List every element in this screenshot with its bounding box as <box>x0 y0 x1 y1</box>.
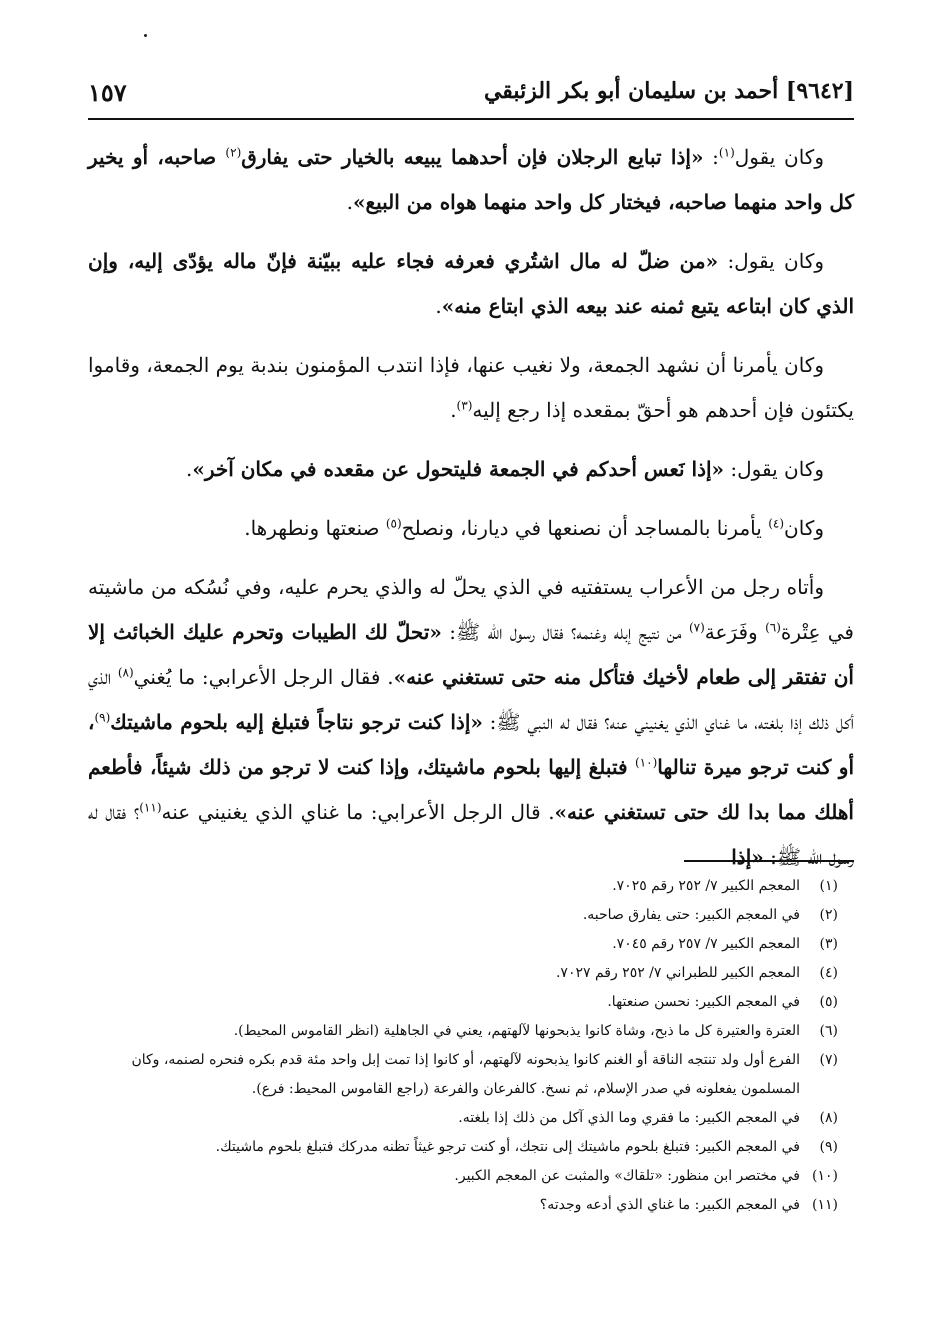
main-text <box>88 135 854 894</box>
footnote-number: (٤) <box>819 965 838 981</box>
footnote <box>88 1133 838 1162</box>
footnote-text: في المعجم الكبير: ما فقري وما الذي آكل من ذلك إذا بلغته. <box>458 1110 800 1126</box>
text-run: . فقال الرجل الأعرابي: ما يُغني <box>133 665 394 689</box>
text-run: . قال الرجل الأعرابي: ما غناي الذي يغنيني عنه <box>161 800 555 824</box>
footnote-number: (٧) <box>819 1052 838 1068</box>
footnote-ref: (٤) <box>768 516 785 531</box>
footnote-ref: (١٠) <box>634 755 658 770</box>
footnote-number: (١) <box>819 878 838 894</box>
footnote-text: في المعجم الكبير: فتبلغ بلحوم ماشيتك إلى نتجك، أو كنت ترجو غيثاً تظنه مدركك فتبلغ بلحوم ماشيتك. <box>215 1139 800 1155</box>
footnote-ref: (١١) <box>139 800 162 815</box>
paragraph <box>88 239 854 329</box>
scan-speck <box>144 34 147 37</box>
footnote-ref: (١) <box>718 145 735 160</box>
footnote-number: (٣) <box>819 936 838 952</box>
text-run: وكان يقول: <box>718 249 825 273</box>
footnote-text: في المعجم الكبير: نحسن صنعتها. <box>607 994 800 1010</box>
footnote-text: في مختصر ابن منظور: «تلقاك» والمثبت عن المعجم الكبير. <box>454 1168 800 1184</box>
page-header <box>88 74 854 120</box>
page-number: ١٥٧ <box>88 78 127 107</box>
footnote-text: المعجم الكبير ٧/ ٢٥٢ رقم ٧٠٢٥. <box>612 878 800 894</box>
text-run: وكان <box>784 516 824 540</box>
footnote <box>88 930 838 959</box>
text-run: : <box>703 145 719 169</box>
text-run: . <box>435 294 442 318</box>
text-run: وكان يقول <box>734 145 824 169</box>
footnote-text: الفرع أول ولد تنتجه الناقة أو الغنم كانوا يذبحونه لآلهتهم، أو كانوا إذا تمت إبل واحد مئة قدم بكره فنحره لصنمه، وكان المسلمون يفعلونه في صدر الإسلام، ثم نسخ. كالفرعان والفرعة (راجع القاموس المحيط: فرع). <box>131 1052 800 1097</box>
hadith-quote: «إذا نَعس أحدكم في الجمعة فليتحول عن مقعده في مكان آخر» <box>192 457 725 481</box>
footnote-number: (٨) <box>819 1110 838 1126</box>
footnote <box>88 872 838 901</box>
text-run: وكان يأمرنا أن نشهد الجمعة، ولا نغيب عنها، فإذا انتدب المؤمنون بندبة يوم الجمعة، وقاموا يكتئون فإن أحدهم هو أحقّ بمقعده إذا رجع إليه <box>88 353 854 422</box>
footnote-text: العترة والعتيرة كل ما ذبح، وشاة كانوا يذبحونها لآلهتهم، يعني في الجاهلية (انظر القاموس المحيط). <box>233 1023 800 1039</box>
paragraph <box>88 447 854 492</box>
text-run: صنعتها ونطهرها. <box>244 516 386 540</box>
footnote-text: المعجم الكبير للطبراني ٧/ ٢٥٢ رقم ٧٠٢٧. <box>555 965 800 981</box>
text-run: . <box>450 398 457 422</box>
footnote-text: المعجم الكبير ٧/ ٢٥٧ رقم ٧٠٤٥. <box>612 936 800 952</box>
footnote-ref: (٣) <box>456 398 473 413</box>
footnote <box>88 1017 838 1046</box>
footnote-number: (٩) <box>819 1139 838 1155</box>
footnote-number: (١٠) <box>812 1168 838 1184</box>
hadith-quote: «إذا كنت ترجو نتاجاً فتبلغ إليه بلحوم ماشيتك <box>110 710 483 734</box>
text-run: الذي أكل ذلك إذا بلغته، ما غناي الذي يغنيني عنه؟ فقال له النبي ﷺ: <box>88 665 854 734</box>
footnote <box>88 988 838 1017</box>
footnote-ref: (٦) <box>765 620 781 635</box>
footnote <box>88 1046 838 1104</box>
footnote-ref: (٥) <box>385 516 402 531</box>
hadith-quote: «إذا تبايع الرجلان فإن أحدهما يبيعه بالخيار حتى يفارق <box>241 145 704 169</box>
footnote-ref: (٢) <box>225 145 242 160</box>
footnote-number: (١١) <box>812 1197 838 1213</box>
text-run: من نتيج إبله وغنمه؟ فقال رسول الله ﷺ: <box>441 620 689 644</box>
footnote <box>88 901 838 930</box>
paragraph <box>88 506 854 551</box>
hadith-quote: «إذا <box>731 845 764 869</box>
footnote <box>88 1191 838 1220</box>
footnotes <box>88 872 838 1220</box>
footnote-number: (٥) <box>819 994 838 1010</box>
footnote <box>88 1162 838 1191</box>
hadith-quote: فتبلغ إليها بلحوم ماشيتك، وإذا كنت لا ترجو من ذلك شيئاً، فأطعم أهلك مما بدا لك حتى تستغني عنه» <box>88 755 854 824</box>
footnote-number: (٦) <box>819 1023 838 1039</box>
footnote-ref: (٨) <box>117 665 134 680</box>
text-run: ؟ فقال له رسول الله ﷺ: <box>88 800 854 869</box>
footnote <box>88 959 838 988</box>
footnote-text: في المعجم الكبير: ما غناي الذي أدعه وجدته؟ <box>539 1197 800 1213</box>
running-title: [٩٦٤٢] أحمد بن سليمان أبو بكر الزئبقي <box>483 78 854 104</box>
footnote-ref: (٧) <box>688 620 705 635</box>
paragraph <box>88 343 854 433</box>
text-run: . <box>185 457 193 481</box>
paragraph <box>88 135 854 225</box>
hadith-quote: «تحلّ لك الطيبات وتحرم عليك الخبائث إلا أن تفتقر إلى طعام لأخيك فتأكل منه حتى تستغني عنه» <box>88 620 854 689</box>
hadith-quote: ، أو كنت ترجو ميرة تنالها <box>88 710 855 779</box>
footnote <box>88 1104 838 1133</box>
text-run: وأتاه رجل من الأعراب يستفتيه في الذي يحلّ له والذي يحرم عليه، وفي نُسُكه من ماشيته في عِتْرة <box>88 575 854 644</box>
paragraph <box>88 565 854 880</box>
hadith-quote: «من ضلّ له مال اشتُري فعرفه فجاء عليه ببيّنة فإنّ ماله يؤدّى إليه، وإن الذي كان ابتاعه يتبع ثمنه عند بيعه الذي ابتاع منه» <box>88 249 854 318</box>
hadith-quote: صاحبه، أو يخير كل واحد منهما صاحبه، فيختار كل واحد منهما هواه من البيع» <box>88 145 854 214</box>
text-run: وفَرَعة <box>704 620 766 644</box>
text-run: . <box>346 190 353 214</box>
footnote-text: في المعجم الكبير: حتى يفارق صاحبه. <box>582 907 800 923</box>
text-run: وكان يقول: <box>724 457 824 481</box>
footnote-number: (٢) <box>819 907 838 923</box>
text-run: يأمرنا بالمساجد أن نصنعها في ديارنا، ونصلح <box>401 516 769 540</box>
footnote-ref: (٩) <box>94 710 111 725</box>
footnote-separator <box>684 860 854 862</box>
